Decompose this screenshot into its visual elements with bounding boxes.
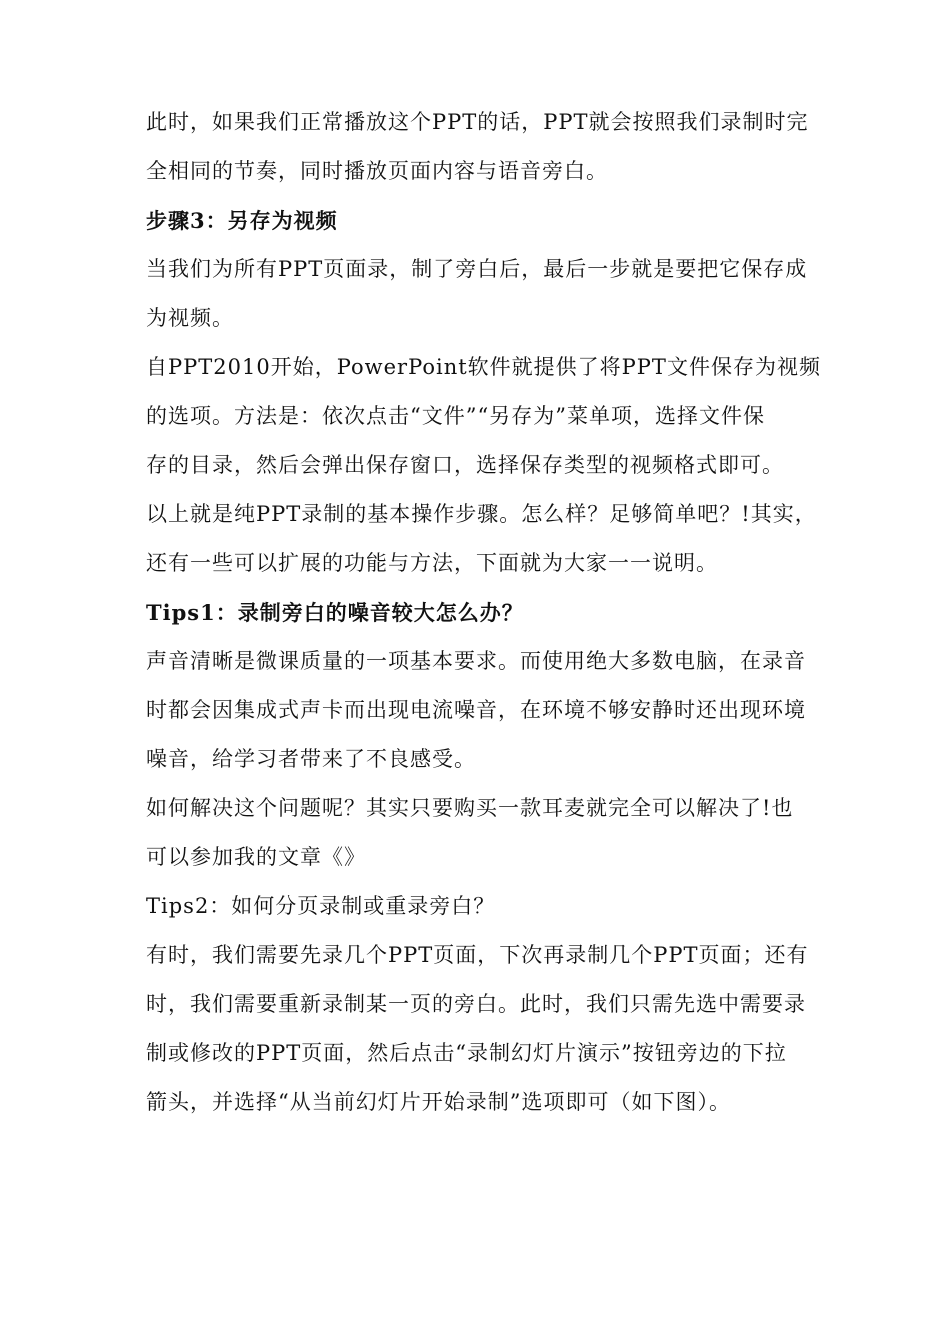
paragraph-line: 存的目录，然后会弹出保存窗口，选择保存类型的视频格式即可。	[146, 453, 784, 477]
paragraph-line: 还有一些可以扩展的功能与方法，下面就为大家一一说明。	[146, 551, 718, 575]
paragraph-line: 为视频。	[146, 306, 234, 330]
paragraph-line: 以上就是纯PPT录制的基本操作步骤。怎么样？足够简单吧？!其实，	[146, 502, 817, 526]
paragraph-line: 此时，如果我们正常播放这个PPT的话，PPT就会按照我们录制时完	[146, 110, 809, 134]
paragraph-line: 箭头，并选择“从当前幻灯片开始录制”选项即可（如下图）。	[146, 1090, 731, 1114]
section-heading-step3: 步骤3：另存为视频	[146, 208, 338, 233]
paragraph-line: 的选项。方法是：依次点击“文件”“另存为”菜单项，选择文件保	[146, 404, 765, 428]
paragraph-line: 声音清晰是微课质量的一项基本要求。而使用绝大多数电脑，在录音	[146, 649, 806, 673]
paragraph-line: 可以参加我的文章《》	[146, 845, 366, 869]
paragraph-line: 制或修改的PPT页面，然后点击“录制幻灯片演示”按钮旁边的下拉	[146, 1041, 787, 1065]
paragraph-line: 时，我们需要重新录制某一页的旁白。此时，我们只需先选中需要录	[146, 992, 806, 1016]
paragraph-line: 时都会因集成式声卡而出现电流噪音，在环境不够安静时还出现环境	[146, 698, 806, 722]
section-heading-tips1: Tips1：录制旁白的噪音较大怎么办？	[146, 600, 524, 625]
paragraph-line: 有时，我们需要先录几个PPT页面，下次再录制几个PPT页面；还有	[146, 943, 809, 967]
section-heading-tips2: Tips2：如何分页录制或重录旁白？	[146, 894, 496, 918]
paragraph-line: 自PPT2010开始，PowerPoint软件就提供了将PPT文件保存为视频	[146, 355, 821, 379]
paragraph-line: 噪音，给学习者带来了不良感受。	[146, 747, 476, 771]
paragraph-line: 全相同的节奏，同时播放页面内容与语音旁白。	[146, 159, 608, 183]
document-body	[146, 98, 826, 1127]
paragraph-line: 如何解决这个问题呢？其实只要购买一款耳麦就完全可以解决了!也	[146, 796, 794, 820]
paragraph-line: 当我们为所有PPT页面录，制了旁白后，最后一步就是要把它保存成	[146, 257, 808, 281]
